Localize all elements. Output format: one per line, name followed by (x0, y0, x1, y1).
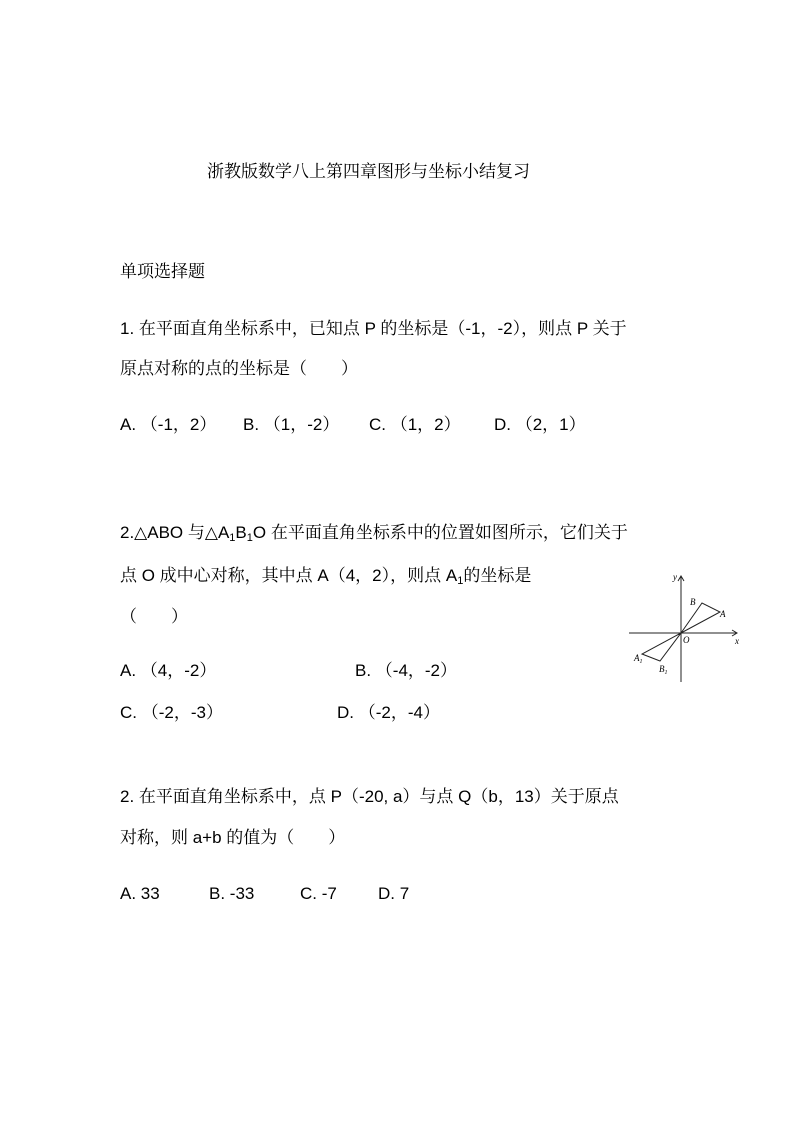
question-1-option-c: C. （1，2） (369, 415, 461, 434)
question-2-option-d: D. （-2，-4） (337, 703, 440, 722)
origin-label: O (683, 635, 690, 645)
question-3-line-1: 2. 在平面直角坐标系中，点 P（-20, a）与点 Q（b，13）关于原点 (120, 787, 619, 806)
question-1-line-2: 原点对称的点的坐标是（ ） (120, 359, 358, 378)
point-b1-label: $B_1$ (659, 664, 668, 676)
question-2-line-2: 点 O 成中心对称，其中点 A（4，2），则点 $A_1$的坐标是 (120, 566, 532, 587)
x-axis-label: x (735, 636, 739, 646)
question-3-option-c: C. -7 (300, 884, 337, 903)
question-1-option-d: D. （2，1） (494, 415, 586, 434)
y-axis-label: y (673, 572, 677, 582)
question-1-line-1: 1. 在平面直角坐标系中，已知点 P 的坐标是（-1，-2），则点 P 关于 (120, 319, 627, 338)
point-b-label: B (690, 597, 696, 607)
point-a1-label: $A_1$ (634, 653, 643, 665)
question-3-line-2: 对称，则 a+b 的值为（ ） (120, 828, 346, 847)
question-3-option-d: D. 7 (378, 884, 410, 903)
page-title: 浙教版数学八上第四章图形与坐标小结复习 (207, 162, 530, 181)
question-3-option-b: B. -33 (209, 884, 255, 903)
question-1-option-b: B. （1，-2） (243, 415, 340, 434)
question-3-option-a: A. 33 (120, 884, 160, 903)
point-a-label: A (720, 609, 726, 619)
question-2-option-c: C. （-2，-3） (120, 703, 223, 722)
triangle-abo (681, 603, 720, 633)
coordinate-figure (627, 570, 747, 686)
question-1-option-a: A. （-1，2） (120, 415, 217, 434)
section-heading: 单项选择题 (120, 262, 205, 281)
question-2-line-1: 2.△ABO 与$\triangle A_1B_1O$ 在平面直角坐标系中的位置如图所示，它们关于 (120, 523, 628, 544)
question-2-line-3: （ ） (120, 607, 188, 626)
question-2-option-a: A. （4，-2） (120, 661, 217, 680)
triangle-a1b1o (642, 633, 681, 661)
question-2-option-b: B. （-4，-2） (355, 661, 458, 680)
